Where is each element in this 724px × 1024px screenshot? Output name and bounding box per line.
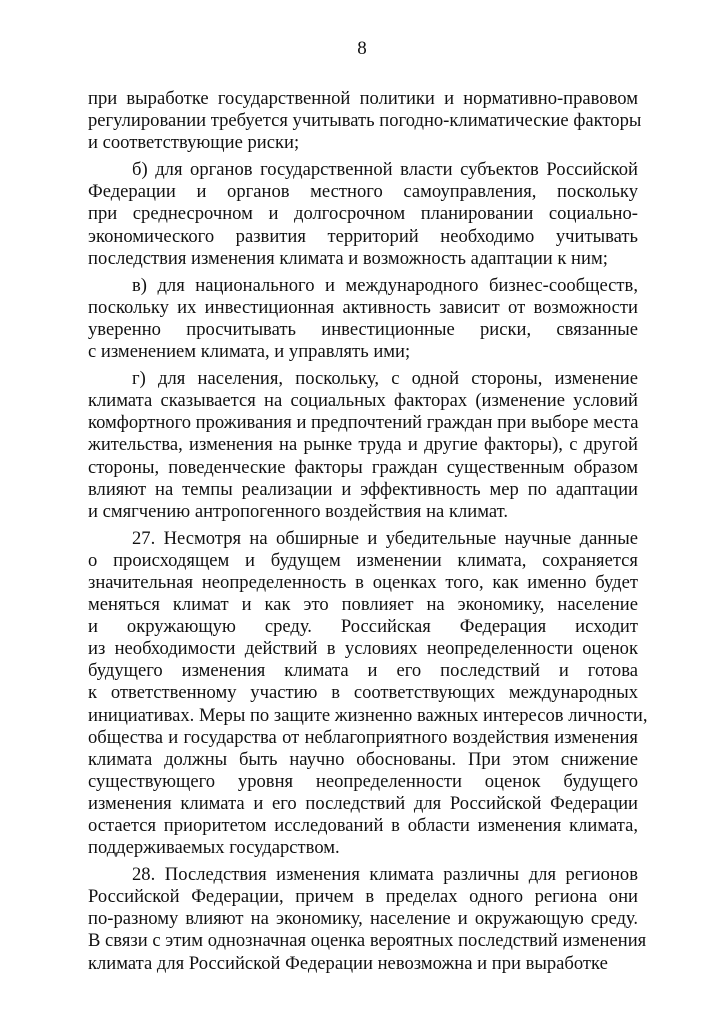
text-line: изменения климата и его последствий для Российской Федерации: [88, 792, 638, 814]
paragraph: [88, 275, 638, 363]
text-line: влияют на темпы реализации и эффективность мер по адаптации: [88, 478, 638, 500]
paragraph: [88, 527, 648, 859]
text-line: последствия изменения климата и возможность адаптации к ним;: [88, 247, 608, 269]
paragraph: [88, 88, 642, 154]
text-line: 27. Несмотря на обширные и убедительные научные данные: [132, 527, 638, 549]
paragraph: [88, 368, 638, 523]
text-line: к ответственному участию в соответствующих международных: [88, 682, 638, 704]
text-line: поскольку их инвестиционная активность зависит от возможности: [88, 296, 638, 318]
text-line: В связи с этим однозначная оценка вероятных последствий изменения: [88, 930, 647, 952]
text-line: климата должны быть научно обоснованы. При этом снижение: [88, 748, 638, 770]
text-line: инициативах. Меры по защите жизненно важных интересов личности,: [88, 704, 648, 726]
text-line: при выработке государственной политики и нормативно-правовом: [88, 88, 638, 109]
text-line: г) для населения, поскольку, с одной стороны, изменение: [132, 368, 638, 390]
text-line: поддерживаемых государством.: [88, 837, 340, 859]
paragraph: [88, 159, 638, 269]
text-line: экономического развития территорий необходимо учитывать: [88, 225, 638, 247]
text-line: жительства, изменения на рынке труда и другие факторы), с другой: [88, 434, 638, 456]
page-number: 8: [357, 38, 367, 59]
text-line: уверенно просчитывать инвестиционные риски, связанные: [88, 318, 638, 340]
text-line: при среднесрочном и долгосрочном планировании социально-: [88, 203, 638, 225]
text-line: и окружающую среду. Российская Федерация исходит: [88, 616, 638, 638]
text-line: климата сказывается на социальных факторах (изменение условий: [88, 390, 638, 412]
text-line: из необходимости действий в условиях неопределенности оценок: [88, 638, 638, 660]
text-line: с изменением климата, и управлять ими;: [88, 341, 411, 363]
text-line: общества и государства от неблагоприятного воздействия изменения: [88, 726, 638, 748]
text-line: б) для органов государственной власти субъектов Российской: [132, 159, 638, 181]
text-line: существующего уровня неопределенности оценок будущего: [88, 770, 638, 792]
text-line: регулировании требуется учитывать погодно-климатические факторы: [88, 110, 642, 132]
text-line: по-разному влияют на экономику, население и окружающую среду.: [88, 908, 638, 930]
text-line: климата для Российской Федерации невозможна и при выработке: [88, 952, 608, 974]
text-line: и смягчению антропогенного воздействия на климат.: [88, 500, 509, 522]
text-line: и соответствующие риски;: [88, 132, 300, 154]
text-line: о происходящем и будущем изменении климата, сохраняется: [88, 549, 638, 571]
text-line: будущего изменения климата и его последствий и готова: [88, 660, 638, 682]
document-body: [88, 88, 648, 975]
paragraph: [88, 864, 647, 974]
text-line: 28. Последствия изменения климата различны для регионов: [132, 864, 638, 886]
text-line: в) для национального и международного бизнес-сообществ,: [132, 274, 638, 296]
text-line: значительная неопределенность в оценках того, как именно будет: [88, 571, 638, 593]
text-line: стороны, поведенческие факторы граждан существенным образом: [88, 456, 638, 478]
text-line: Российской Федерации, причем в пределах одного региона они: [88, 886, 638, 908]
text-line: комфортного проживания и предпочтений граждан при выборе места: [88, 412, 639, 434]
text-line: остается приоритетом исследований в области изменения климата,: [88, 815, 638, 836]
text-line: меняться климат и как это повлияет на экономику, население: [88, 594, 638, 616]
text-line: Федерации и органов местного самоуправления, поскольку: [88, 181, 638, 203]
